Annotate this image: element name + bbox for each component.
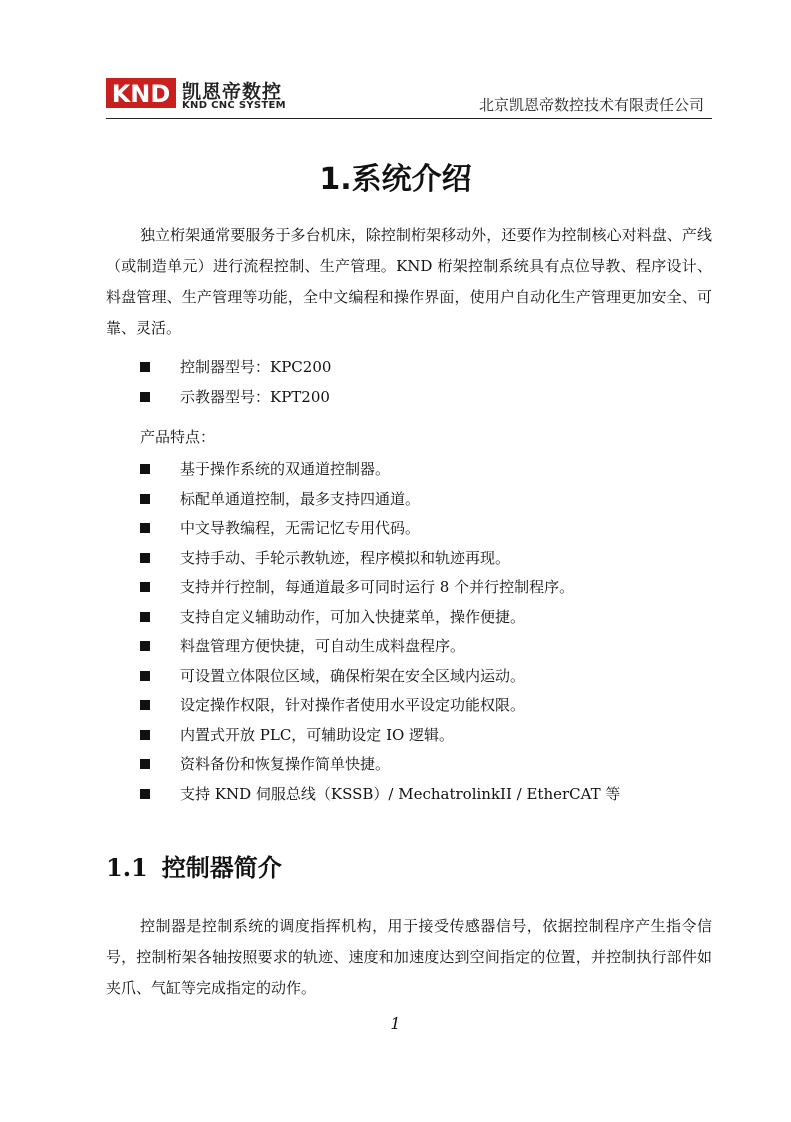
bullet-square-icon xyxy=(140,553,150,563)
bullet-square-icon xyxy=(140,392,150,402)
bullet-square-icon xyxy=(140,789,150,799)
section-number: 1.1 xyxy=(106,853,148,882)
logo-chinese-name: 凯恩帝数控 xyxy=(182,81,283,103)
bullet-square-icon xyxy=(140,671,150,681)
bullet-square-icon xyxy=(140,464,150,474)
bullet-square-icon xyxy=(140,700,150,710)
list-item-text: 控制器型号：KPC200 xyxy=(180,358,332,376)
list-item-text: 中文导教编程，无需记忆专用代码。 xyxy=(180,519,421,537)
page-header xyxy=(106,74,712,119)
knd-logo xyxy=(106,74,306,114)
section-heading xyxy=(106,848,282,883)
bullet-square-icon xyxy=(140,582,150,592)
list-item-text: 示教器型号：KPT200 xyxy=(180,387,330,406)
list-item-text: 可设置立体限位区域，确保桁架在安全区域内运动。 xyxy=(180,666,526,685)
list-item-text: 支持自定义辅助动作，可加入快捷菜单，操作便捷。 xyxy=(180,607,526,626)
list-item-text: 支持手动、手轮示教轨迹，程序模拟和轨迹再现。 xyxy=(180,548,511,567)
bullet-square-icon xyxy=(140,759,150,769)
logo-english-name: KND CNC SYSTEM xyxy=(182,100,286,111)
page-title: 1.系统介绍 xyxy=(319,162,472,197)
list-item-text: 标配单通道控制，最多支持四通道。 xyxy=(180,489,421,508)
bullet-square-icon xyxy=(140,523,150,533)
company-name: 北京凯恩帝数控技术有限责任公司 xyxy=(478,96,704,114)
bullet-square-icon xyxy=(140,730,150,740)
bullet-square-icon xyxy=(140,612,150,622)
features-label: 产品特点： xyxy=(140,428,216,446)
knd-logo-mark-icon xyxy=(106,78,176,108)
list-item-text: 基于操作系统的双通道控制器。 xyxy=(180,460,391,478)
section-title: 控制器简介 xyxy=(161,854,282,882)
logo-mark-text: KND xyxy=(111,80,171,108)
bullet-square-icon xyxy=(140,641,150,651)
bullet-square-icon xyxy=(140,494,150,504)
list-item-text: 支持 KND 伺服总线（KSSB）/ MechatrolinkII / EtherCAT 等 xyxy=(180,784,621,803)
section-paragraph: 控制器是控制系统的调度指挥机构，用于接受传感器信号，依据控制程序产生指令信号，控制桁架各轴按照要求的轨迹、速度和加速度达到空间指定的位置，并控制执行部件如夹爪、气缸等完成指定的动作。 xyxy=(106,917,712,997)
intro-paragraph: 独立桁架通常要服务于多台机床，除控制桁架移动外，还要作为控制核心对料盘、产线（或制造单元）进行流程控制、生产管理。KND 桁架控制系统具有点位导教、程序设计、料盘管理、生产管理等功能，全中文编程和操作界面，使用户自动化生产管理更加安全、可靠、灵活。 xyxy=(106,226,712,337)
list-item-text: 内置式开放 PLC，可辅助设定 IO 逻辑。 xyxy=(180,725,455,744)
list-item-text: 料盘管理方便快捷，可自动生成料盘程序。 xyxy=(180,637,466,655)
bullet-square-icon xyxy=(140,362,150,372)
page-number: 1 xyxy=(390,1014,401,1033)
list-item-text: 设定操作权限，针对操作者使用水平设定功能权限。 xyxy=(180,696,526,714)
list-item-text: 支持并行控制，每通道最多可同时运行 8 个并行控制程序。 xyxy=(180,578,575,596)
list-item-text: 资料备份和恢复操作简单快捷。 xyxy=(180,755,391,773)
